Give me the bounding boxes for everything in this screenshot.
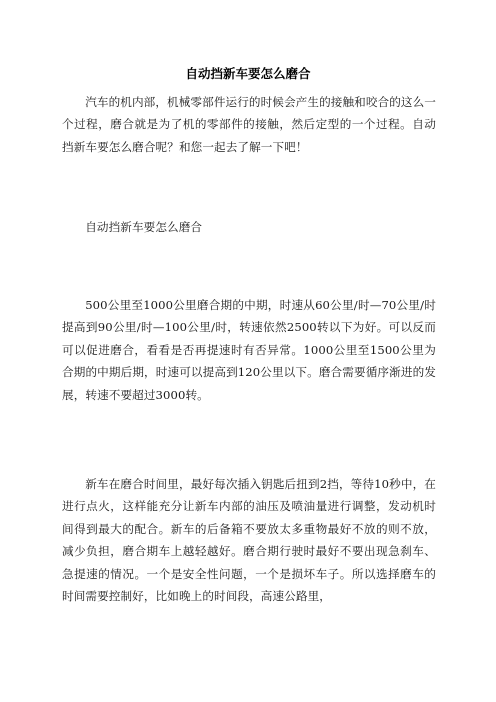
paragraph-tips: 新车在磨合时间里，最好每次插入钥匙后扭到2挡，等待10秒中，在进行点火，这样能充分让新车内部的油压及喷油量进行调整，发动机时间得到最大的配合。新车的后备箱不要放太多重物最好不放的则不放，减少负担，磨合期车上越轻越好。磨合期行驶时最好不要出现急刹车、急提速的情况。一个是安全性问题，一个是损坏车子。所以选择磨车的时间需要控制好，比如晚上的时间段，高速公路里， [62,477,436,604]
document-title: 自动挡新车要怎么磨合 [185,66,311,81]
paragraph-intro: 汽车的机内部，机械零部件运行的时候会产生的接触和咬合的这么一个过程，磨合就是为了机的零部件的接触，然后定型的一个过程。自动挡新车要怎么磨合呢？和您一起去了解一下吧！ [62,95,437,154]
paragraph-subheading: 自动挡新车要怎么磨合 [85,220,203,234]
paragraph-mileage: 500公里至1000公里磨合期的中期，时速从60公里/时—70公里/时提高到90公里/时—100公里/时，转速依然2500转以下为好。可以反而可以促进磨合，看看是否再提速时有否异常。1000公里至1500公里为合期的中期后期，时速可以提高到120公里以下。磨合需要循序渐进的发展，转速不要超过3000转。 [62,298,436,402]
